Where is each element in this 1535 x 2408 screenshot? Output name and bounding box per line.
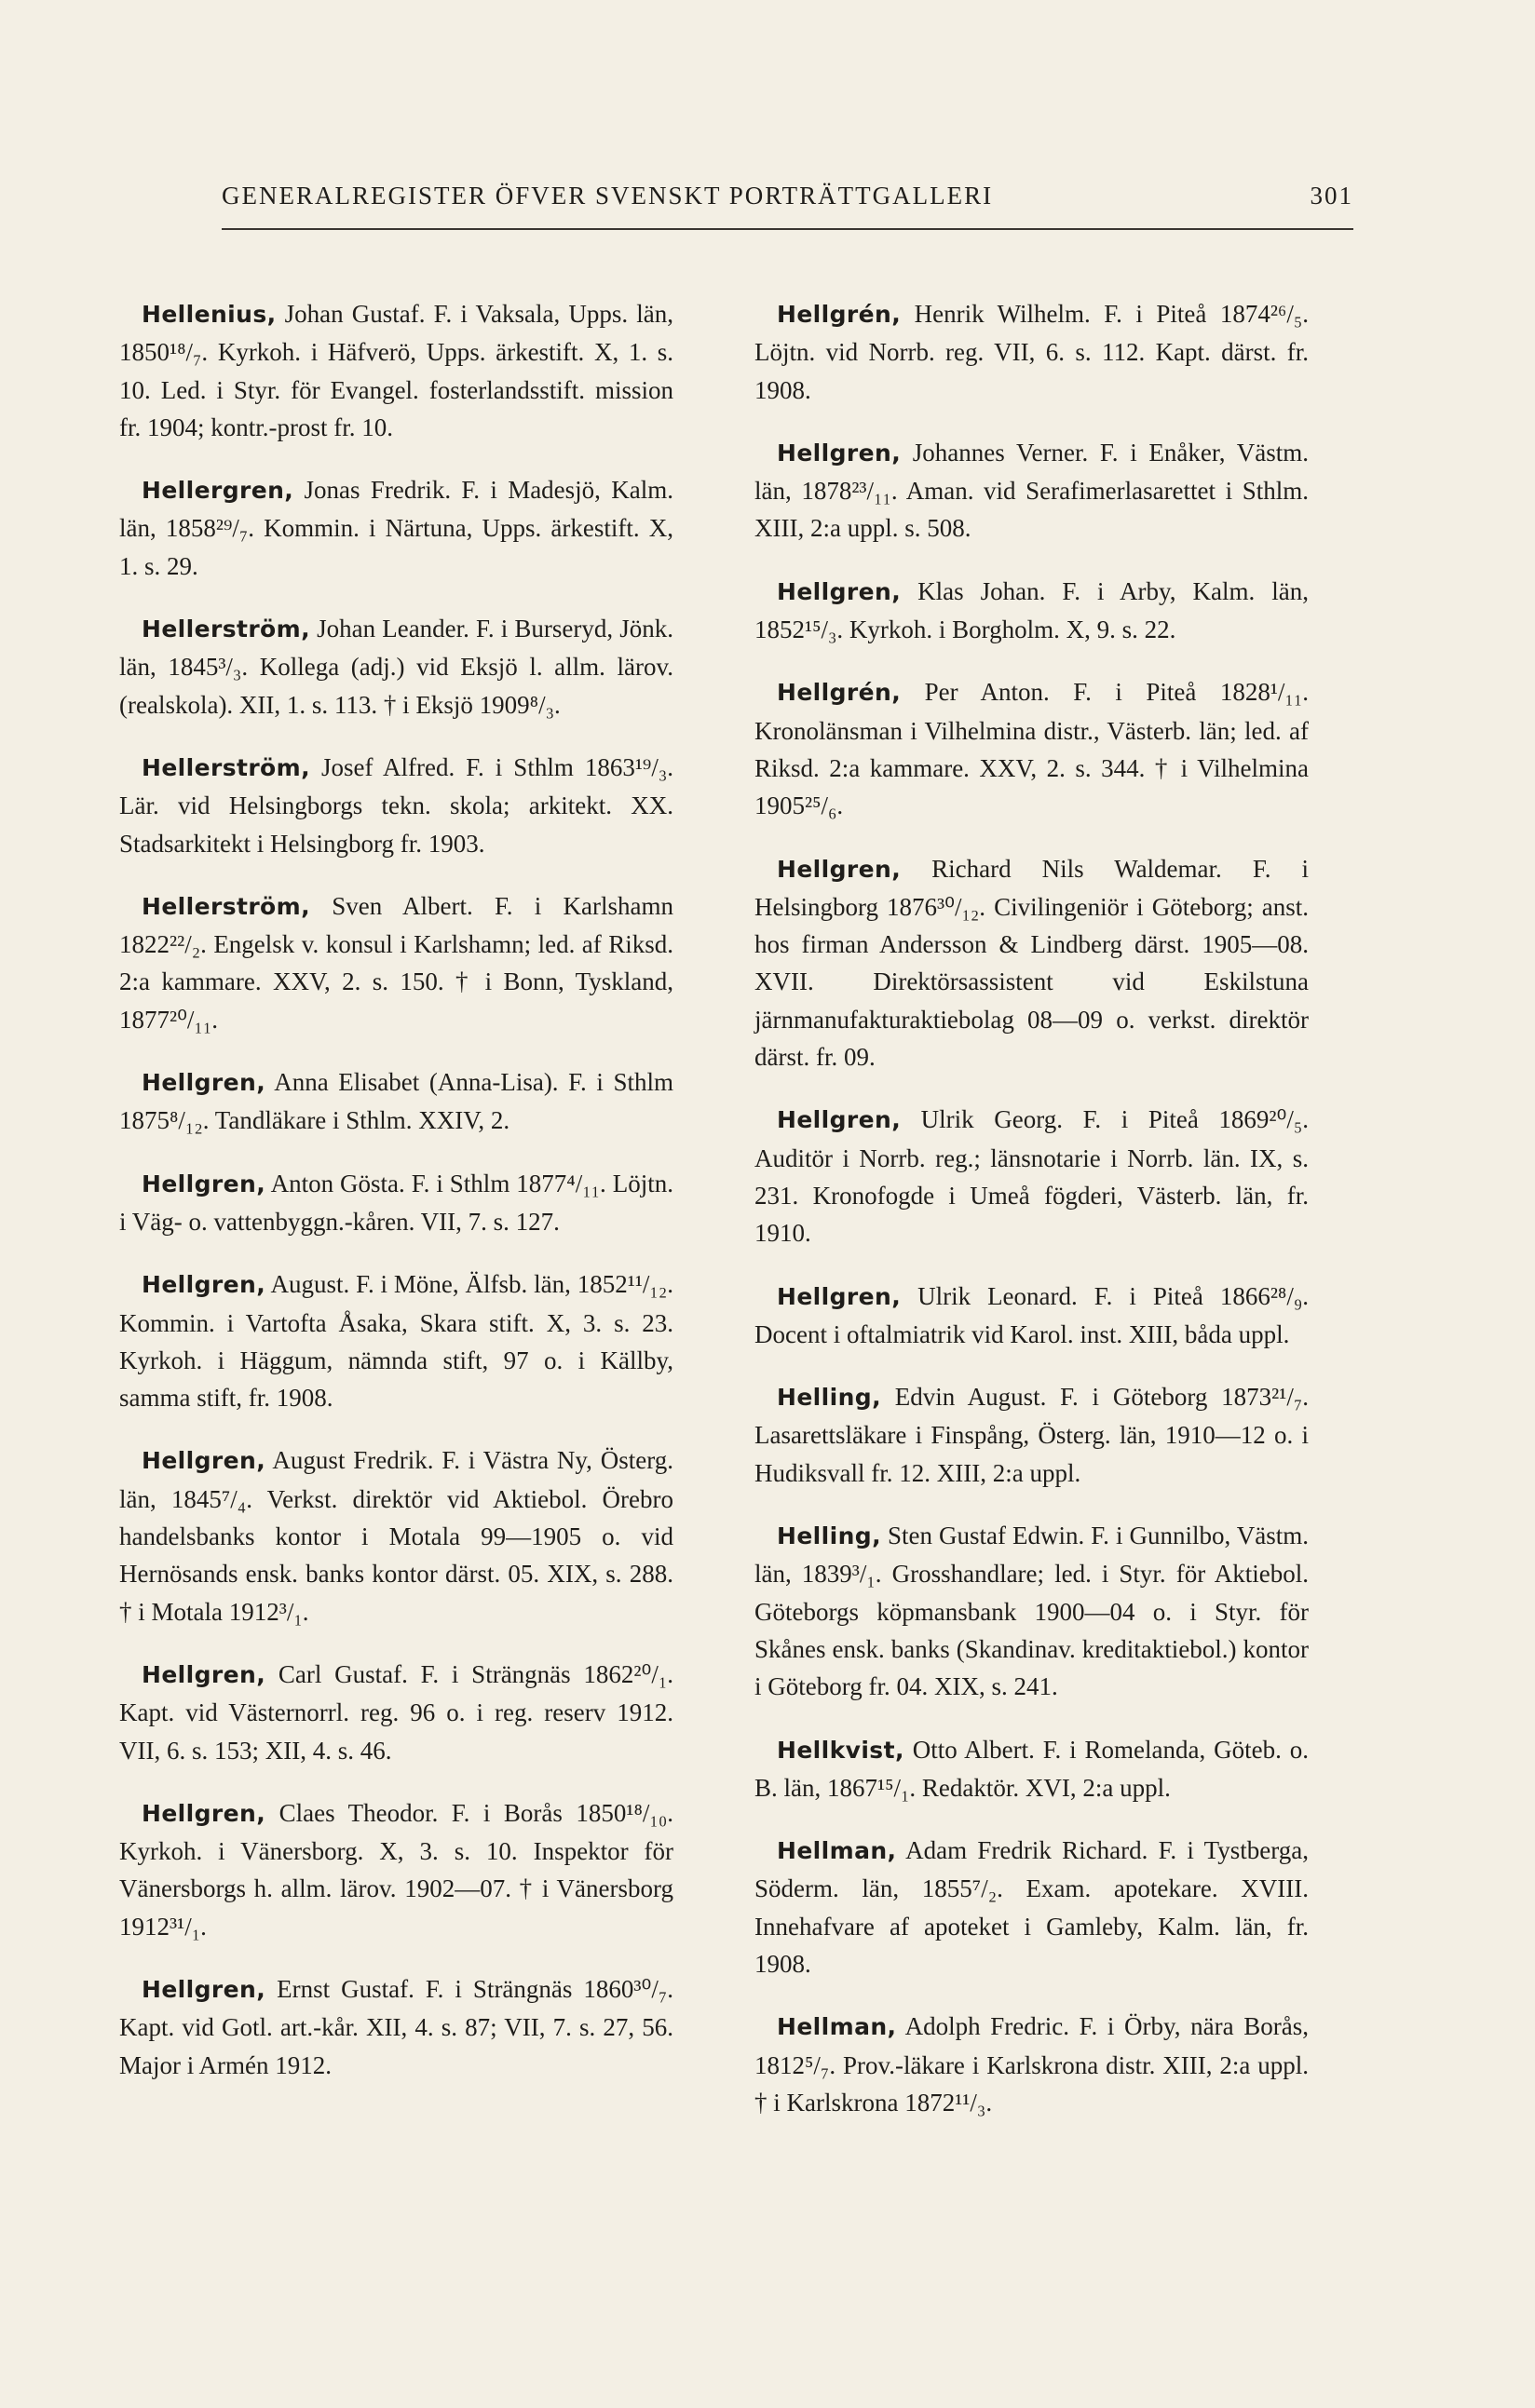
register-entry: [754, 1731, 1309, 1807]
entry-surname: Hellgren,: [142, 1975, 266, 2003]
page-header: [222, 182, 1353, 210]
entry-text: Johan Leander. F. i Burseryd, Jönk. län, 1845³/₃. Kollega (adj.) vid Eksjö l. allm. lärov. (realskola). XII, 1. s. 113. † i Eksjö 1909⁸/₃.: [119, 615, 673, 719]
entry-text: Jonas Fredrik. F. i Madesjö, Kalm. län, 1858²⁹/₇. Kommin. i Närtuna, Upps. ärkestift. X, 1. s. 29.: [119, 476, 673, 580]
entry-text: Johannes Verner. F. i Enåker, Västm. län, 1878²³/₁₁. Aman. vid Serafimerlasarettet i Sthlm. XIII, 2:a uppl. s. 508.: [754, 438, 1309, 543]
entry-surname: Hellgren,: [142, 1069, 266, 1097]
entry-text: Richard Nils Waldemar. F. i Helsingborg 1876³⁰/₁₂. Civilingeniör i Göteborg; anst. hos firman Andersson & Lindberg därst. 1905—08. XVII. Direktörsassistent vid Eskilstuna järnmanufakturaktiebolag 08—09 o. verkst. direktör därst. fr. 09.: [754, 854, 1309, 1072]
entry-surname: Hellgren,: [142, 1271, 266, 1299]
register-entry: [119, 295, 673, 446]
entry-text: Adam Fredrik Richard. F. i Tystberga, Söderm. län, 1855⁷/₂. Exam. apotekare. XVIII. Innehafvare af apoteket i Gamleby, Kalm. län, fr. 1908.: [754, 1836, 1309, 1978]
register-entry: [754, 1517, 1309, 1705]
left-column: [119, 270, 673, 2094]
right-column: [754, 270, 1309, 2131]
register-entry: [119, 1165, 673, 1241]
register-entry: [119, 1265, 673, 1416]
register-entry: [754, 850, 1309, 1076]
entry-text: Edvin August. F. i Göteborg 1873²¹/₇. Lasarettsläkare i Finspång, Österg. län, 1910—12 o. i Hudiksvall fr. 12. XIII, 2:a uppl.: [754, 1383, 1309, 1487]
entry-text: August. F. i Möne, Älfsb. län, 1852¹¹/₁₂. Kommin. i Vartofta Åsaka, Skara stift. X, 3. s. 23. Kyrkoh. i Häggum, nämnda stift, 97 o. i Källby, samma stift, fr. 1908.: [119, 1270, 673, 1413]
entry-surname: Hellgren,: [777, 577, 902, 605]
entry-surname: Hellgren,: [142, 1660, 266, 1688]
register-entry: [119, 887, 673, 1038]
entry-surname: Hellkvist,: [777, 1736, 904, 1764]
register-entry: [119, 1656, 673, 1769]
entry-surname: Hellgren,: [777, 1282, 902, 1310]
entry-surname: Hellenius,: [142, 301, 277, 328]
entry-surname: Hellgren,: [142, 1170, 266, 1197]
entry-text: Ulrik Georg. F. i Piteå 1869²⁰/₅. Auditör i Norrb. reg.; länsnotarie i Norrb. län. IX, s. 231. Kronofogde i Umeå fögderi, Västerb. län, fr. 1910.: [754, 1105, 1309, 1248]
entry-text: Johan Gustaf. F. i Vaksala, Upps. län, 1850¹⁸/₇. Kyrkoh. i Häfverö, Upps. ärkestift. X, 1. s. 10. Led. i Styr. för Evangel. fosterlandsstift. mission fr. 1904; kontr.-prost fr. 10.: [119, 300, 673, 441]
entry-surname: Hellgren,: [777, 1106, 902, 1134]
register-entry: [119, 1063, 673, 1140]
entry-text: Ulrik Leonard. F. i Piteå 1866²⁸/₉. Docent i oftalmiatrik vid Karol. inst. XIII, båda uppl.: [754, 1281, 1309, 1348]
entry-text: Klas Johan. F. i Arby, Kalm. län, 1852¹⁵/₃. Kyrkoh. i Borgholm. X, 9. s. 22.: [754, 576, 1309, 644]
entry-text: Josef Alfred. F. i Sthlm 1863¹⁹/₃. Lär. vid Helsingborgs tekn. skola; arkitekt. XX. Stadsarkitekt i Helsingborg fr. 1903.: [119, 752, 673, 858]
entry-text: Per Anton. F. i Piteå 1828¹/₁₁. Kronolänsman i Vilhelmina distr., Västerb. län; led. af Riksd. 2:a kammare. XXV, 2. s. 344. † i Vilhelmina 1905²⁵/₆.: [754, 678, 1309, 820]
entry-text: Sven Albert. F. i Karlshamn 1822²²/₂. Engelsk v. konsul i Karlshamn; led. af Riksd. 2:a kammare. XXV, 2. s. 150. † i Bonn, Tyskland, 1877²⁰/₁₁.: [119, 891, 673, 1034]
register-entry: [754, 2008, 1309, 2121]
entry-text: August Fredrik. F. i Västra Ny, Österg. län, 1845⁷/₄. Verkst. direktör vid Aktiebol. Örebro handelsbanks kontor i Motala 99—1905 o. vid Hernösands ensk. banks kontor därst. 05. XIX, s. 288. † i Motala 1912³/₁.: [119, 1446, 673, 1626]
register-entry: [119, 1441, 673, 1630]
register-entry: [754, 1278, 1309, 1354]
page-number: 301: [1310, 182, 1353, 210]
entry-text: Anton Gösta. F. i Sthlm 1877⁴/₁₁. Löjtn. i Väg- o. vattenbyggn.-kåren. VII, 7. s. 127.: [119, 1169, 673, 1236]
register-entry: [754, 1378, 1309, 1492]
register-entry: [119, 471, 673, 585]
entry-text: Carl Gustaf. F. i Strängnäs 1862²⁰/₁. Kapt. vid Västernorrl. reg. 96 o. i reg. reserv 1912. VII, 6. s. 153; XII, 4. s. 46.: [119, 1659, 673, 1765]
entry-surname: Hellerström,: [142, 892, 310, 920]
entry-surname: Hellgrén,: [777, 301, 902, 328]
entry-text: Anna Elisabet (Anna-Lisa). F. i Sthlm 1875⁸/₁₂. Tandläkare i Sthlm. XXIV, 2.: [119, 1068, 673, 1135]
entry-surname: Hellerström,: [142, 616, 310, 643]
entry-surname: Hellgren,: [777, 439, 902, 467]
entry-text: Henrik Wilhelm. F. i Piteå 1874²⁶/₅. Löjtn. vid Norrb. reg. VII, 6. s. 112. Kapt. därst. fr. 1908.: [754, 300, 1309, 404]
register-entry: [754, 434, 1309, 548]
entry-surname: Hellgrén,: [777, 679, 902, 707]
entry-surname: Hellgren,: [142, 1447, 266, 1475]
entry-text: Claes Theodor. F. i Borås 1850¹⁸/₁₀. Kyrkoh. i Vänersborg. X, 3. s. 10. Inspektor för Vänersborgs h. allm. lärov. 1902—07. † i Vänersborg 1912³¹/₁.: [119, 1798, 673, 1941]
entry-text: Ernst Gustaf. F. i Strängnäs 1860³⁰/₇. Kapt. vid Gotl. art.-kår. XII, 4. s. 87; VII, 7. s. 27, 56. Major i Armén 1912.: [119, 1974, 673, 2079]
register-entry: [119, 749, 673, 862]
entry-text: Otto Albert. F. i Romelanda, Göteb. o. B. län, 1867¹⁵/₁. Redaktör. XVI, 2:a uppl.: [754, 1735, 1309, 1802]
entry-surname: Hellerström,: [142, 753, 310, 781]
entry-text: Adolph Fredric. F. i Örby, nära Borås, 1812⁵/₇. Prov.-läkare i Karlskrona distr. XIII, 2:a uppl. † i Karlskrona 1872¹¹/₃.: [754, 2012, 1309, 2117]
entry-surname: Helling,: [777, 1384, 881, 1412]
entry-surname: Hellman,: [777, 2013, 897, 2041]
header-rule: [222, 228, 1353, 230]
register-entry: [754, 1101, 1309, 1251]
entry-surname: Hellgren,: [777, 855, 902, 883]
entry-surname: Helling,: [777, 1522, 881, 1550]
entry-surname: Hellgren,: [142, 1799, 266, 1827]
register-entry: [754, 1832, 1309, 1982]
register-entry: [754, 295, 1309, 409]
entry-surname: Hellergren,: [142, 477, 294, 505]
register-entry: [119, 1794, 673, 1945]
register-entry: [754, 573, 1309, 649]
entry-text: Sten Gustaf Edwin. F. i Gunnilbo, Västm. län, 1839³/₁. Grosshandlare; led. i Styr. för Aktiebol. Göteborgs köpmansbank 1900—04 o. i Styr. för Skånes ensk. banks (Skandinav. kreditaktiebol.) kontor i Göteborg fr. 04. XIX, s. 241.: [754, 1522, 1309, 1701]
register-entry: [754, 673, 1309, 824]
register-entry: [119, 1970, 673, 2084]
running-title: GENERALREGISTER ÖFVER SVENSKT PORTRÄTTGALLERI: [222, 182, 994, 210]
register-entry: [119, 610, 673, 724]
entry-surname: Hellman,: [777, 1837, 897, 1865]
